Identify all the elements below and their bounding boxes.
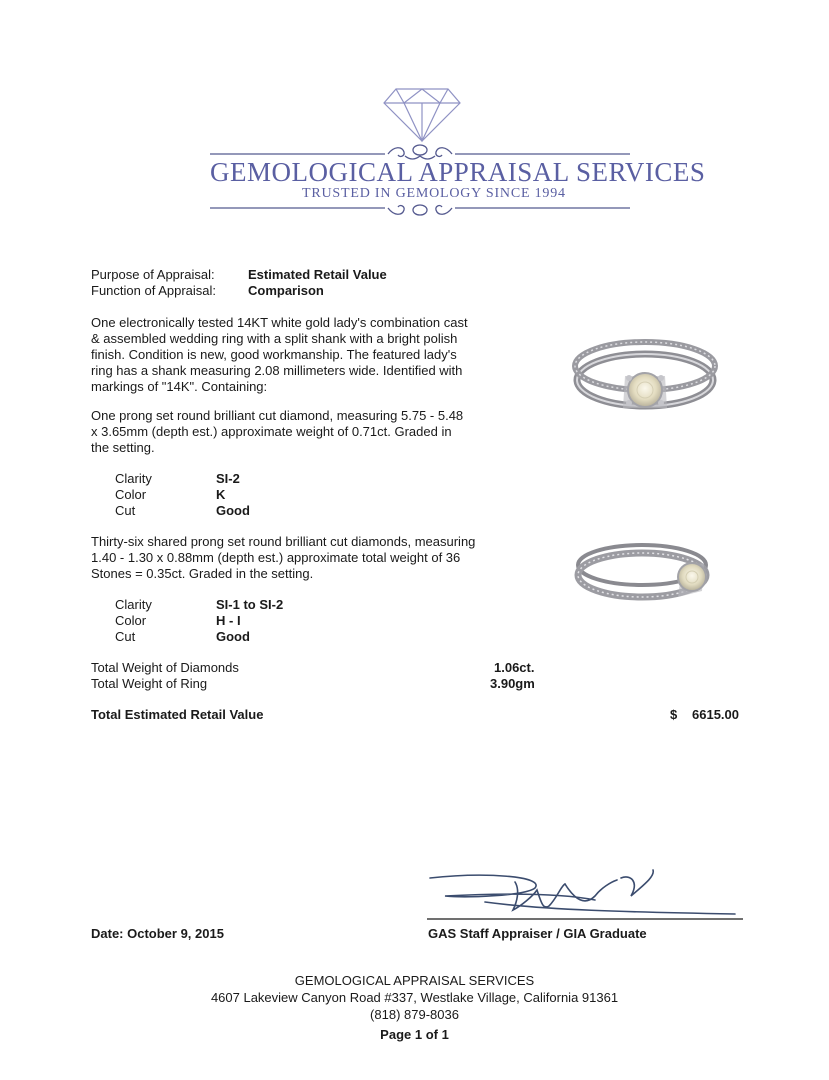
description-line: & assembled wedding ring with a split shank with a bright polish <box>91 331 458 346</box>
total-diamonds-value: 1.06ct. <box>494 660 535 675</box>
center-stone-grades <box>115 471 152 519</box>
appraisal-date: Date: October 9, 2015 <box>91 926 224 941</box>
ring-photo-top <box>565 318 725 428</box>
page-number: Page 1 of 1 <box>380 1027 449 1042</box>
side-stones-line: 1.40 - 1.30 x 0.88mm (depth est.) approximate total weight of 36 <box>91 550 461 565</box>
center-stone-line: x 3.65mm (depth est.) approximate weight of 0.71ct. Graded in <box>91 424 452 439</box>
total-retail-label: Total Estimated Retail Value <box>91 707 264 722</box>
footer-address: 4607 Lakeview Canyon Road #337, Westlake Village, California 91361 <box>210 990 619 1005</box>
total-ring-label: Total Weight of Ring <box>91 676 208 691</box>
center-stone-line: One prong set round brilliant cut diamond, measuring 5.75 - 5.48 <box>91 408 464 423</box>
ring-description <box>91 315 501 395</box>
center-stone-description <box>91 408 501 456</box>
grade-label: Color <box>115 613 147 628</box>
function-value: Comparison <box>248 283 324 298</box>
appraiser-title: GAS Staff Appraiser / GIA Graduate <box>428 926 647 941</box>
description-line: markings of "14K". Containing: <box>91 379 268 394</box>
description-line: finish. Condition is new, good workmanship. The featured lady's <box>91 347 457 362</box>
grade-label: Cut <box>115 503 136 518</box>
company-tagline: TRUSTED IN GEMOLOGY SINCE 1994 <box>302 186 566 201</box>
footer-company: GEMOLOGICAL APPRAISAL SERVICES <box>294 973 535 988</box>
ornament-bottom <box>200 200 640 220</box>
total-ring-value: 3.90gm <box>490 676 535 691</box>
description-line: One electronically tested 14KT white gold lady's combination cast <box>91 315 468 330</box>
total-retail-value: 6615.00 <box>692 707 739 722</box>
grade-value: Good <box>216 503 250 518</box>
grade-value: SI-2 <box>216 471 240 486</box>
footer <box>0 972 829 1043</box>
letterhead <box>200 85 706 220</box>
side-stones-grades <box>115 597 152 645</box>
description-line: ring has a shank measuring 2.08 millimeters wide. Identified with <box>91 363 463 378</box>
grade-label: Cut <box>115 629 136 644</box>
center-stone-grade-values <box>216 471 250 519</box>
diamond-icon <box>382 85 462 143</box>
currency-symbol: $ <box>670 707 678 722</box>
purpose-value: Estimated Retail Value <box>248 267 387 282</box>
side-stones-grade-values <box>216 597 283 645</box>
side-stones-line: Stones = 0.35ct. Graded in the setting. <box>91 566 314 581</box>
appraiser-signature <box>425 866 745 926</box>
company-title: GEMOLOGICAL APPRAISAL SERVICES <box>210 157 706 187</box>
grade-value: H - I <box>216 613 241 628</box>
center-stone-line: the setting. <box>91 440 155 455</box>
grade-label: Color <box>115 487 147 502</box>
side-stones-line: Thirty-six shared prong set round brilliant cut diamonds, measuring <box>91 534 476 549</box>
total-diamonds-label: Total Weight of Diamonds <box>91 660 239 675</box>
grade-value: Good <box>216 629 250 644</box>
grade-value: K <box>216 487 226 502</box>
grade-label: Clarity <box>115 597 152 612</box>
ring-photo-bottom <box>570 525 720 615</box>
grade-value: SI-1 to SI-2 <box>216 597 284 612</box>
side-stones-description <box>91 534 501 582</box>
footer-phone: (818) 879-8036 <box>370 1007 459 1022</box>
grade-label: Clarity <box>115 471 152 486</box>
purpose-label: Purpose of Appraisal: <box>91 267 215 282</box>
function-label: Function of Appraisal: <box>91 283 217 298</box>
